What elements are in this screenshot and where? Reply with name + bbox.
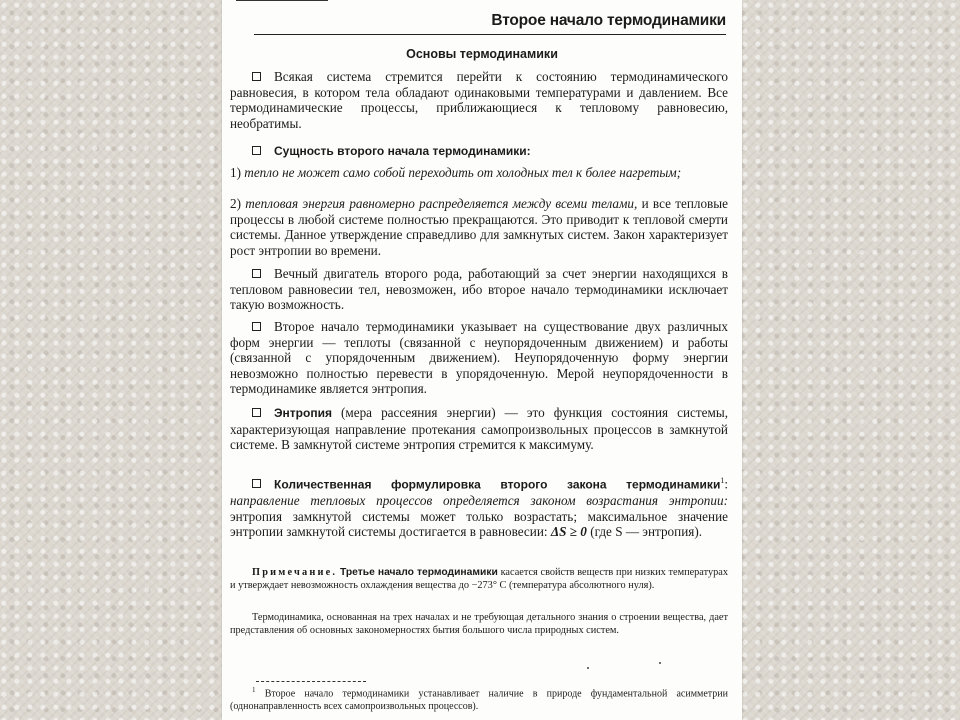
term-bold: Количественная формулировка второго закона термодинамики [274, 477, 721, 492]
square-bullet-icon [252, 72, 261, 81]
paragraph-essence-heading [230, 143, 728, 160]
paragraph-equilibrium [230, 69, 728, 131]
square-bullet-icon [252, 146, 261, 155]
note-text: касается свойств веществ при низких температурах и утверждает невозможность охлаждения вещества до −273° С (температура абсолютного нуля). [230, 567, 728, 591]
list-number: 1) [230, 165, 241, 180]
note-bold: Третье начало термодинамики [339, 567, 498, 578]
paragraph-entropy [230, 405, 728, 453]
paragraph-text: энтропия замкнутой системы может только возрастать; максимальное значение энтропии замкнутой системы достигается в равновесии: [230, 508, 728, 540]
scan-speck [587, 667, 589, 669]
paragraph-tail: (где S — энтропия). [590, 524, 703, 540]
square-bullet-icon [252, 322, 261, 331]
paragraph-text: Вечный двигатель второго рода, работающий за счет энергии находящихся в тепловом равновесии тел, невозможен, ибо второе начало термодинамики исключает такую возможность. [230, 266, 728, 313]
entropy-formula: ΔS ≥ 0 [550, 524, 587, 540]
paragraph-statement-1 [230, 165, 728, 181]
paragraph-text: Всякая система стремится перейти к состоянию термодинамического равновесия, в котором тела обладают одинаковыми температурами и давлением. Все термодинамические процессы, приближающиеся к тепловому равновесию, необратимы. [230, 69, 728, 131]
footnote-text: Второе начало термодинамики устанавливает наличие в природе фундаментальной асимметрии (однонаправленность всех самопроизвольных процессов). [230, 688, 729, 712]
scan-speck [659, 662, 661, 664]
paragraph-text: (мера рассеяния энергии) — это функция состояния системы, характеризующая направление протекания самопроизвольных процессов в замкнутой системе. В замкнутой системе энтропия стремится к максимуму. [230, 405, 728, 453]
statement-italic: тепло не может само собой переходить от холодных тел к более нагретым; [244, 165, 682, 180]
note-lead: Примечание. [252, 567, 338, 578]
statement-text: и все тепловые процессы в любой системе полностью прекращаются. Это приводит к тепловой смерти системы. Данное утверждение справедливо для замкнутых систем. Закон характеризует рост энтропии во времени. [230, 196, 728, 258]
list-number: 2) [230, 196, 241, 211]
statement-italic: направление тепловых процессов определяется законом возрастания энтропии: [230, 492, 728, 508]
term-bold: Энтропия [274, 406, 332, 420]
document-page [222, 0, 742, 720]
statement-italic: тепловая энергия равномерно распределяется между всеми телами, [245, 196, 638, 211]
paragraph-heading: Сущность второго начала термодинамики: [274, 144, 531, 158]
closing-paragraph: Термодинамика, основанная на трех началах и не требующая детального знания о строении вещества, дает представления об основных закономерностях бытия большого числа природных систем. [230, 612, 728, 636]
top-rule [236, 0, 328, 1]
footnote-mark: 1 [720, 476, 725, 485]
colon: : [724, 476, 728, 492]
paragraph-quantitative [230, 473, 728, 540]
section-subtitle: Основы термодинамики [406, 47, 558, 61]
square-bullet-icon [252, 408, 261, 417]
note-paragraph [230, 567, 728, 592]
footnote [230, 684, 728, 714]
paragraph-text: Второе начало термодинамики указывает на существование двух различных форм энергии — теплоты (связанной с неупорядоченным движением) и работы (связанной с упорядоченным движением). Неупорядоченную форму энергии невозможно полностью перевести в упорядоченную. Мерой неупорядоченности в термодинамике является энтропия. [230, 319, 728, 397]
footnote-rule [256, 681, 366, 682]
square-bullet-icon [252, 269, 261, 278]
paragraph-energy-forms [230, 319, 728, 397]
paragraph-statement-2 [230, 196, 728, 258]
paragraph-perpetual-motion [230, 266, 728, 313]
page-title: Второе начало термодинамики [254, 12, 726, 35]
square-bullet-icon [252, 479, 261, 488]
footnote-mark: 1 [252, 686, 256, 694]
